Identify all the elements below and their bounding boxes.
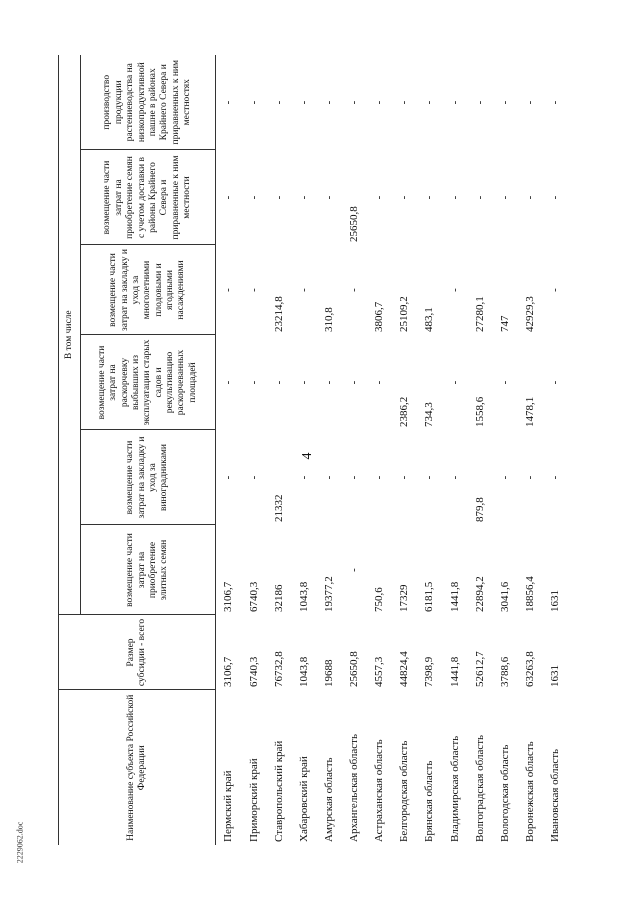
row-region: Белгородская область [398, 740, 411, 842]
row-cell-total: 1441,8 [448, 656, 461, 687]
row-cell-perennial: - [549, 288, 562, 292]
row-cell-north-prod: - [222, 100, 235, 105]
row-cell-total: 76732,8 [272, 651, 285, 687]
row-cell-north-seeds: - [222, 195, 235, 200]
row-cell-north-seeds: - [523, 195, 536, 200]
row-cell-perennial: - [247, 288, 260, 292]
page-number: 4 [300, 452, 315, 460]
row-cell-removal: 1478,1 [523, 396, 536, 427]
row-cell-north-prod: - [348, 100, 361, 105]
header-vineyards: возмещение части затрат на закладку и уход за виноградниками [81, 430, 216, 525]
row-cell-seeds: 22894,2 [473, 576, 486, 612]
row-cell-total: 44824,4 [398, 651, 411, 687]
row-cell-total: 25650,8 [348, 651, 361, 687]
row-cell-vineyards: - [523, 475, 536, 480]
row-cell-perennial: 483,1 [423, 307, 436, 332]
header-total: Размер субсидии - всего [59, 615, 216, 690]
row-cell-seeds: 3106,7 [222, 581, 235, 612]
row-cell-removal: - [272, 380, 285, 385]
table-row [216, 55, 242, 845]
row-cell-north-seeds: - [549, 195, 562, 200]
row-cell-vineyards: 879,8 [473, 497, 486, 522]
header-orchards-removal: возмещение части затрат на раскорчевку выбывших из эксплуатации старых садов и рекультивацию раскорчеванных площадей [81, 335, 216, 430]
row-cell-vineyards: - [549, 475, 562, 480]
row-cell-north-prod: - [473, 100, 486, 105]
row-cell-north-seeds: - [323, 195, 336, 200]
row-cell-north-seeds: - [398, 195, 411, 200]
row-cell-perennial: 23214,8 [272, 296, 285, 332]
header-seeds: возмещение части затрат на приобретение элитных семян [81, 525, 216, 615]
table-row [267, 55, 292, 845]
row-region: Брянская область [423, 760, 436, 842]
row-cell-vineyards: - [498, 475, 511, 480]
row-cell-vineyards: - [222, 475, 235, 480]
table-row [342, 55, 367, 845]
row-cell-seeds: 18856,4 [523, 576, 536, 612]
row-cell-north-prod: - [398, 100, 411, 105]
row-cell-perennial: - [222, 288, 235, 292]
row-cell-perennial: - [348, 288, 361, 292]
row-cell-north-seeds: - [373, 195, 386, 200]
row-cell-seeds: 6740,3 [247, 581, 260, 612]
row-cell-north-prod: - [523, 100, 536, 105]
row-cell-perennial: 747 [498, 315, 511, 332]
row-region: Пермский край [222, 770, 235, 842]
row-cell-vineyards: - [348, 475, 361, 480]
row-cell-removal: - [297, 380, 310, 385]
row-cell-total: 63263,8 [523, 651, 536, 687]
row-cell-total: 6740,3 [247, 656, 260, 687]
row-cell-north-prod: - [498, 100, 511, 105]
row-cell-total: 3788,6 [498, 656, 511, 687]
row-cell-removal: - [222, 380, 235, 385]
row-cell-north-prod: - [549, 100, 562, 105]
row-cell-vineyards: 21332 [272, 494, 285, 522]
row-region: Астраханская область [373, 739, 386, 842]
row-region: Ставропольский край [272, 740, 285, 842]
table-row [493, 55, 518, 845]
row-cell-north-seeds: - [448, 195, 461, 200]
row-cell-vineyards: - [323, 475, 336, 480]
header-region: Наименование субъекта Российской Федерации [59, 690, 216, 845]
row-cell-north-seeds: - [498, 195, 511, 200]
row-region: Вологодская область [498, 744, 511, 842]
row-region: Владимирская область [448, 735, 461, 842]
row-region: Приморский край [247, 758, 260, 842]
table-row [292, 55, 317, 845]
row-cell-seeds: 19377,2 [323, 576, 336, 612]
row-region: Амурская область [323, 757, 336, 842]
row-cell-total: 7398,9 [423, 656, 436, 687]
table-row [392, 55, 417, 845]
row-cell-seeds: 750,6 [373, 587, 386, 612]
row-cell-vineyards: - [247, 475, 260, 480]
row-region: Волгоградская область [473, 734, 486, 842]
row-cell-vineyards: - [297, 475, 310, 480]
row-cell-seeds: 17329 [398, 584, 411, 612]
table-row [518, 55, 543, 845]
row-cell-seeds: 32186 [272, 584, 285, 612]
row-cell-total: 3106,7 [222, 656, 235, 687]
table-row [367, 55, 392, 845]
header-north-seeds: возмещение части затрат на приобретение семян с учетом доставки в районы Крайнего Севера и приравненные к ним местности [81, 150, 216, 245]
row-cell-removal: 1558,6 [473, 396, 486, 427]
row-cell-total: 1043,8 [297, 656, 310, 687]
row-cell-north-seeds: - [473, 195, 486, 200]
row-cell-removal: - [498, 380, 511, 385]
row-cell-removal: - [373, 380, 386, 385]
row-cell-vineyards: - [448, 475, 461, 480]
row-cell-north-prod: - [297, 100, 310, 105]
table-row [417, 55, 442, 845]
row-cell-north-prod: - [247, 100, 260, 105]
row-cell-removal: - [549, 380, 562, 385]
row-cell-north-prod: - [323, 100, 336, 105]
row-cell-total: 1631 [549, 665, 562, 687]
row-region: Воронежская область [523, 741, 536, 842]
row-cell-vineyards: - [423, 475, 436, 480]
table-row [317, 55, 342, 845]
row-cell-north-seeds: - [297, 195, 310, 200]
row-cell-perennial: - [297, 288, 310, 292]
row-cell-perennial: 3806,7 [373, 301, 386, 332]
row-cell-total: 52612,7 [473, 651, 486, 687]
row-cell-seeds: - [348, 568, 361, 572]
table-row [442, 55, 467, 845]
subsidy-table-wrapper [58, 55, 568, 845]
row-cell-removal: 734,3 [423, 402, 436, 427]
header-perennial: возмещение части затрат на закладку и уход за многолетними плодовыми и ягодными насаждениями [81, 245, 216, 335]
row-region: Ивановская область [549, 748, 562, 842]
row-cell-north-prod: - [423, 100, 436, 105]
row-cell-north-prod: - [448, 100, 461, 105]
table-row [241, 55, 266, 845]
row-cell-total: 4557,3 [373, 656, 386, 687]
row-cell-north-prod: - [272, 100, 285, 105]
row-cell-vineyards: - [373, 475, 386, 480]
row-cell-removal: - [323, 380, 336, 385]
row-cell-perennial: 42929,3 [523, 296, 536, 332]
subsidy-table [58, 55, 568, 845]
row-cell-removal: - [348, 380, 361, 385]
row-cell-seeds: 3041,6 [498, 581, 511, 612]
table-row [467, 55, 492, 845]
row-cell-perennial: 25109,2 [398, 296, 411, 332]
row-cell-total: 19688 [323, 659, 336, 687]
document-code: 2229062.doc [15, 821, 25, 864]
row-region: Архангельская область [348, 734, 361, 842]
row-cell-north-seeds: - [247, 195, 260, 200]
row-region: Хабаровский край [297, 756, 310, 842]
row-cell-seeds: 1631 [549, 590, 562, 612]
row-cell-removal: - [247, 380, 260, 385]
row-cell-seeds: 6181,5 [423, 581, 436, 612]
row-cell-removal: 2386,2 [398, 396, 411, 427]
row-cell-perennial: 310,8 [323, 307, 336, 332]
table-row [543, 55, 568, 845]
row-cell-vineyards: - [398, 475, 411, 480]
row-cell-perennial: 27280,1 [473, 296, 486, 332]
row-cell-north-seeds: - [272, 195, 285, 200]
header-group-label: В том числе [59, 55, 81, 615]
row-cell-north-seeds: 25650,8 [348, 206, 361, 242]
row-cell-removal: - [448, 380, 461, 385]
row-cell-seeds: 1441,8 [448, 581, 461, 612]
row-cell-north-seeds: - [423, 195, 436, 200]
table-body [216, 55, 569, 845]
row-cell-north-prod: - [373, 100, 386, 105]
header-north-production: производство продукции растениеводства на низкопродуктивной пашне в районах Крайнего Севера и приравненных к ним местностях [81, 55, 216, 150]
row-cell-seeds: 1043,8 [297, 581, 310, 612]
row-cell-perennial: - [448, 288, 461, 292]
